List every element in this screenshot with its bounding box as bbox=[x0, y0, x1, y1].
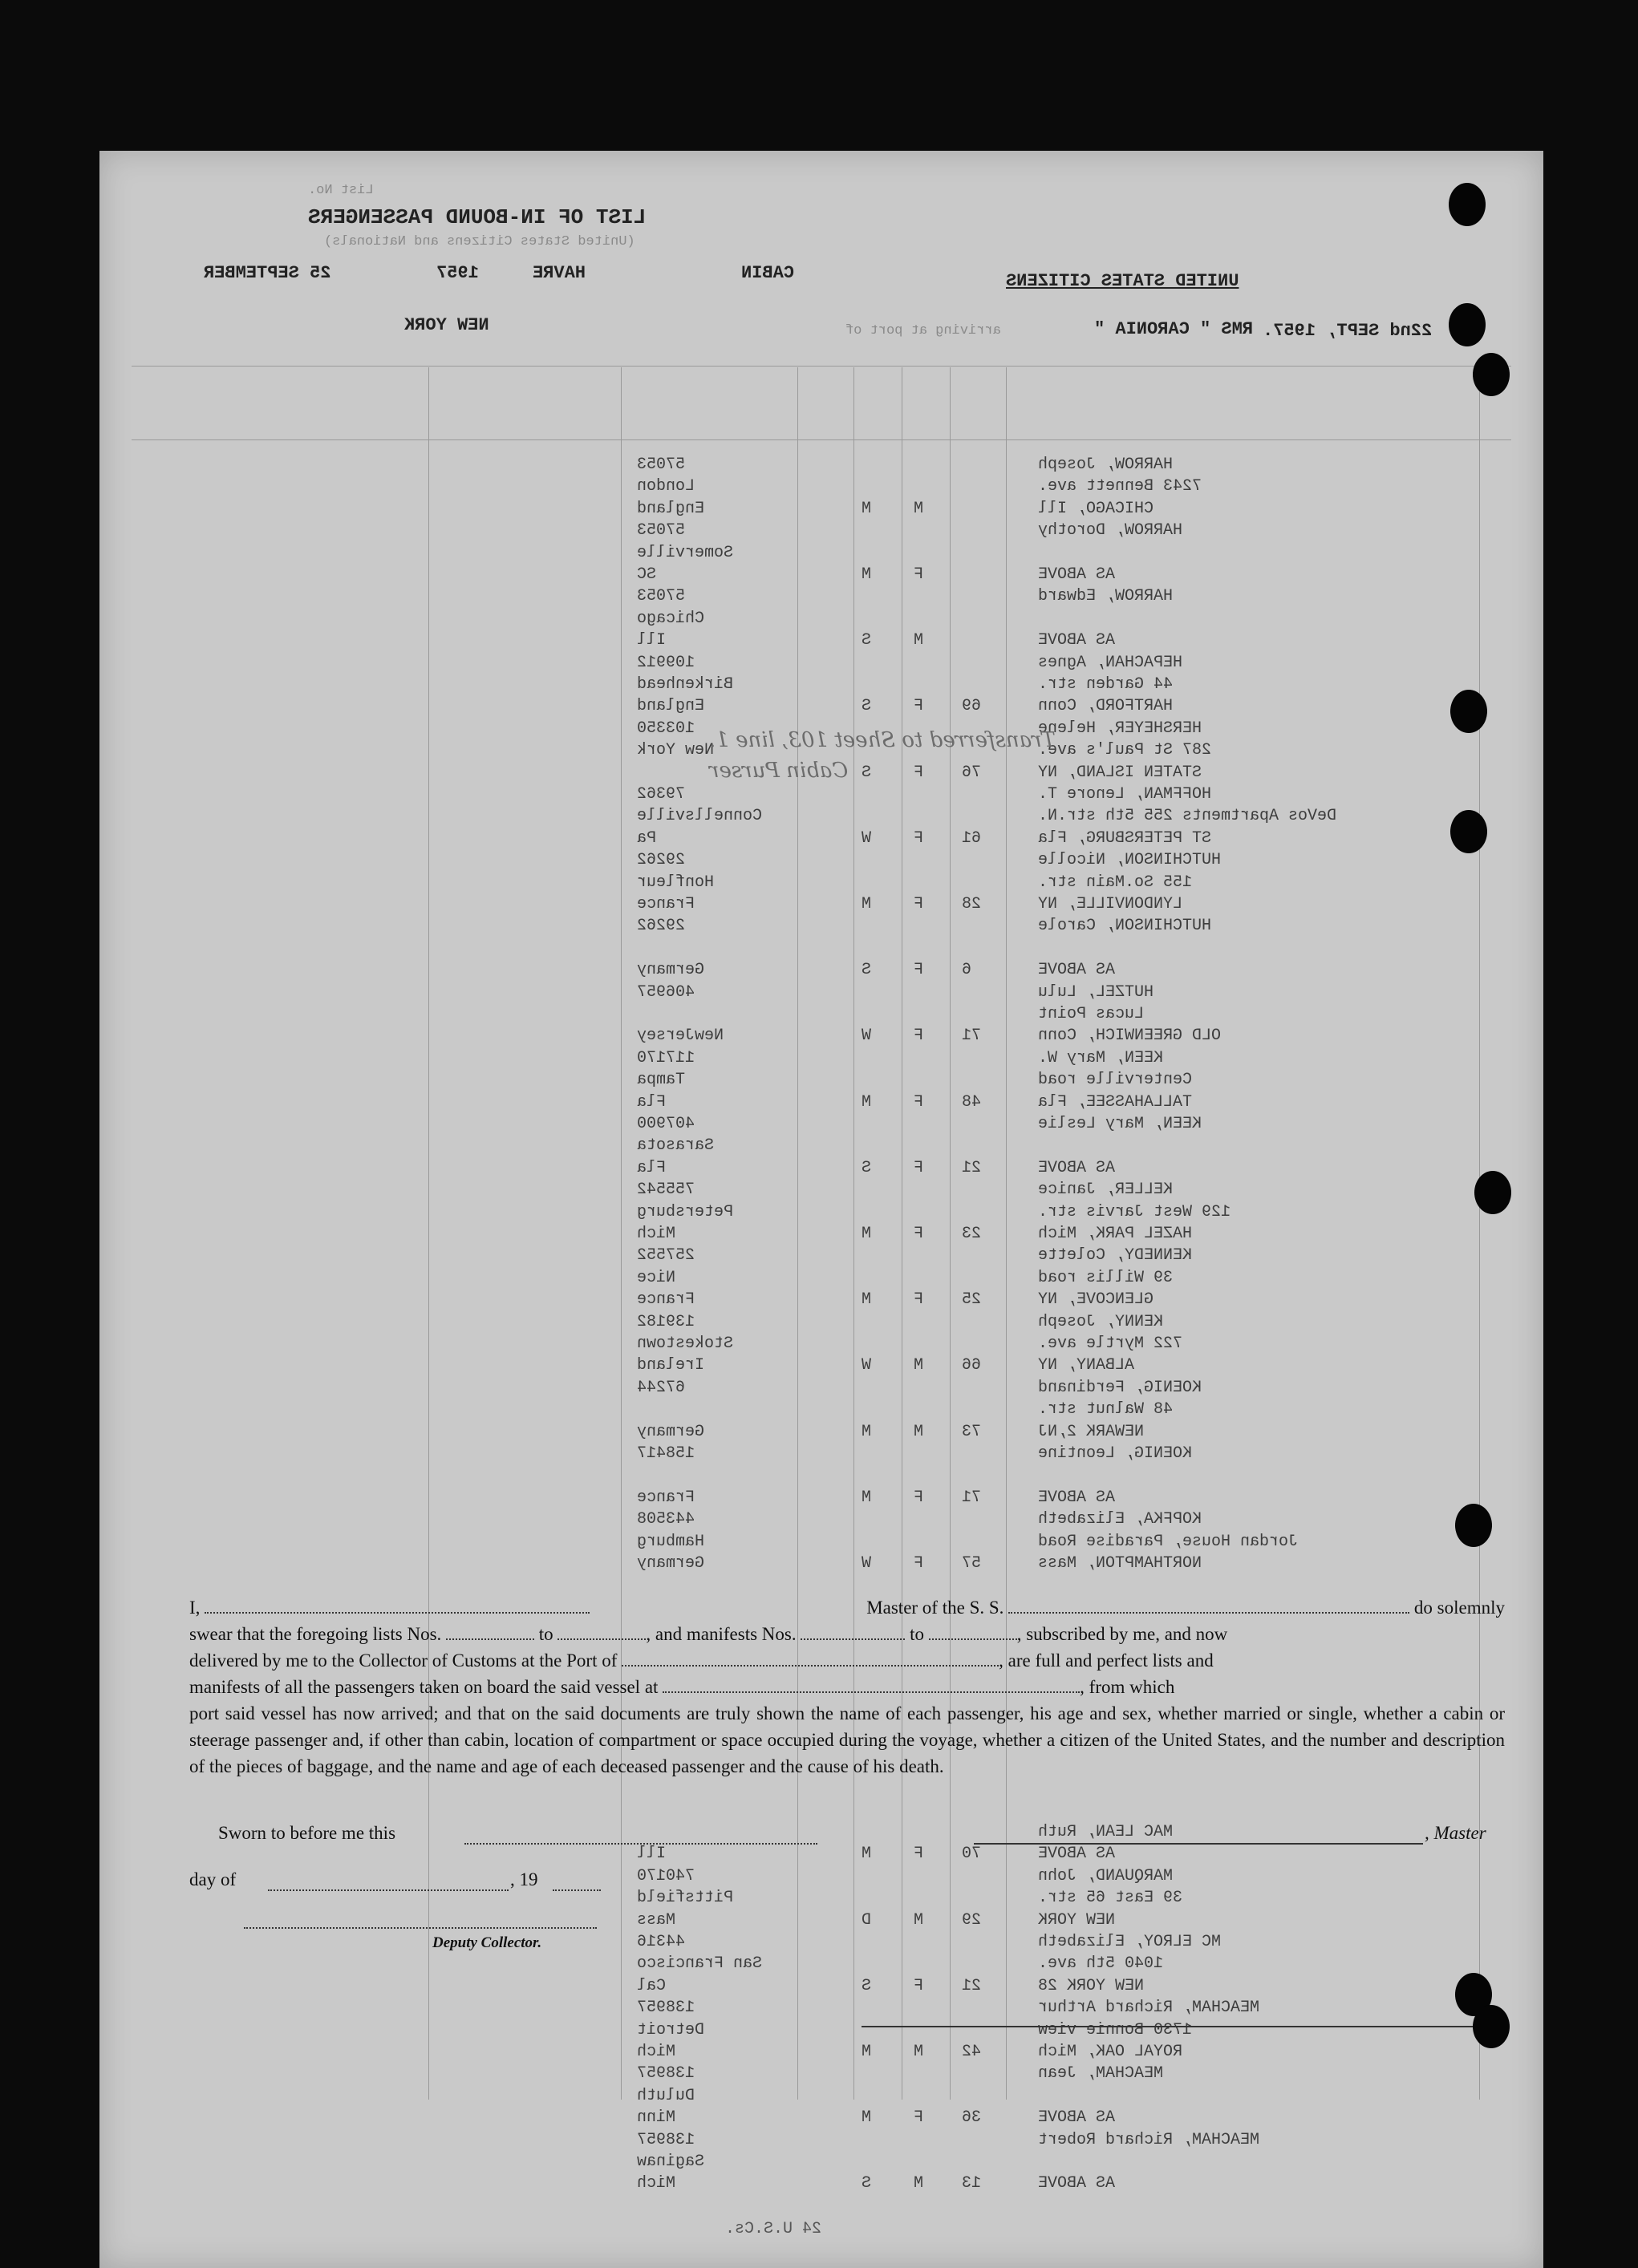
passenger-line: 155 So.Main str. bbox=[1038, 873, 1193, 892]
passenger-line: HERSHEYER, Helene bbox=[1038, 719, 1202, 738]
passenger-ref: Connellsville bbox=[637, 807, 763, 826]
passenger-line: DeVos Apartments 255 5th str.N. bbox=[1038, 807, 1337, 826]
passenger-line: CHICAGO, Ill bbox=[1038, 499, 1154, 518]
passenger-marital: M bbox=[862, 2043, 872, 2061]
passenger-age: 21 bbox=[962, 1158, 982, 1177]
passenger-marital: W bbox=[862, 1554, 872, 1573]
col-divider bbox=[797, 367, 798, 2100]
passenger-line: OLD GREENWICH, Conn bbox=[1038, 1027, 1222, 1046]
passenger-sex: F bbox=[914, 1092, 924, 1112]
passenger-ref: Ill bbox=[637, 631, 667, 650]
oath-line-4: manifests of all the passengers taken on board the said vessel at , from which bbox=[189, 1677, 1175, 1697]
passenger-ref: 103350 bbox=[637, 719, 695, 738]
passenger-ref: Somerville bbox=[637, 543, 734, 562]
passenger-ref: Germany bbox=[637, 1422, 705, 1441]
bottom-rule bbox=[862, 2026, 1503, 2027]
oath-line-2: swear that the foregoing lists Nos. to , and manifests Nos. to , subscribed by me, and now bbox=[189, 1624, 1228, 1644]
passenger-ref: Petersburg bbox=[637, 1202, 734, 1221]
passenger-line: MARQUAND, John bbox=[1038, 1866, 1174, 1885]
passenger-line: 48 Walnut str. bbox=[1038, 1400, 1174, 1420]
passenger-line: HUTZEL, Lulu bbox=[1038, 982, 1154, 1002]
passenger-ref: 117170 bbox=[637, 1048, 695, 1067]
passenger-ref: Saginaw bbox=[637, 2153, 705, 2171]
passenger-ref: 257552 bbox=[637, 1246, 695, 1266]
bottom-stamp: 24 U.S.Cs. bbox=[725, 2220, 822, 2238]
passenger-ref: 57053 bbox=[637, 587, 686, 606]
master-line bbox=[974, 1843, 1423, 1845]
passenger-line: 39 Willis road bbox=[1038, 1268, 1174, 1287]
passenger-ref: 138957 bbox=[637, 2064, 695, 2084]
passenger-marital: S bbox=[862, 1158, 872, 1177]
passenger-line: GLENCOVE, NY bbox=[1038, 1290, 1154, 1310]
passenger-line: AS ABOVE bbox=[1038, 2174, 1116, 2193]
passenger-age: 28 bbox=[962, 895, 982, 913]
passenger-line: HARROW, Joseph bbox=[1038, 456, 1174, 474]
passenger-ref: Honfleur bbox=[637, 873, 715, 892]
passenger-line: ROYAL OAK, Mich bbox=[1038, 2043, 1183, 2061]
passenger-ref: Ill bbox=[637, 1845, 667, 1864]
passenger-ref: France bbox=[637, 895, 695, 913]
passenger-marital: M bbox=[862, 499, 872, 518]
passenger-marital: S bbox=[862, 1976, 872, 1995]
passenger-ref: Detroit bbox=[637, 2020, 705, 2039]
punch-hole bbox=[1473, 353, 1510, 396]
col-divider bbox=[1006, 367, 1007, 2100]
manifest-sheet bbox=[99, 151, 1543, 2268]
purser-note: Cabin Purser bbox=[709, 759, 849, 783]
passenger-ref: Tampa bbox=[637, 1071, 686, 1090]
passenger-age: 70 bbox=[962, 1845, 982, 1864]
passenger-sex: M bbox=[914, 1910, 924, 1930]
passenger-sex: F bbox=[914, 1290, 924, 1310]
passenger-marital: S bbox=[862, 697, 872, 716]
arriving-label: arriving at port of bbox=[845, 323, 1001, 338]
passenger-marital: M bbox=[862, 565, 872, 584]
passenger-ref: 67244 bbox=[637, 1378, 686, 1397]
passenger-sex: M bbox=[914, 2174, 924, 2193]
passenger-age: 69 bbox=[962, 697, 982, 716]
passenger-sex: F bbox=[914, 1845, 924, 1864]
passenger-ref: France bbox=[637, 1290, 695, 1310]
passenger-age: 25 bbox=[962, 1290, 982, 1310]
passenger-line: 722 Myrtle ave. bbox=[1038, 1334, 1183, 1353]
passenger-ref: England bbox=[637, 697, 705, 716]
passenger-line: KEEN, Mary W. bbox=[1038, 1048, 1164, 1067]
passenger-sex: M bbox=[914, 631, 924, 650]
col-divider bbox=[621, 367, 622, 2100]
passenger-line: MC ELROY, Elizabeth bbox=[1038, 1933, 1222, 1951]
passenger-ref: 29262 bbox=[637, 851, 686, 870]
passenger-age: 29 bbox=[962, 1910, 982, 1930]
oath-line-3: delivered by me to the Collector of Customs at the Port of , are full and perfect lists and bbox=[189, 1650, 1214, 1671]
passenger-age: 13 bbox=[962, 2174, 982, 2193]
punch-hole bbox=[1450, 810, 1487, 853]
passenger-ref: SC bbox=[637, 565, 657, 584]
list-subtitle: (United States Citizens and Nationals) bbox=[324, 234, 635, 249]
passenger-line: HARROW, Edward bbox=[1038, 587, 1174, 606]
passenger-sex: F bbox=[914, 763, 924, 782]
deputy-line bbox=[244, 1927, 597, 1929]
passenger-line: LYNDONVILLE, NY bbox=[1038, 895, 1183, 913]
year-line bbox=[553, 1889, 601, 1891]
passenger-ref: 407900 bbox=[637, 1115, 695, 1133]
passenger-line: KOENIG, Ferdinand bbox=[1038, 1378, 1202, 1397]
passenger-ref: Stokestown bbox=[637, 1334, 734, 1353]
oath-block bbox=[189, 1594, 1505, 1780]
passenger-line: HUTCHINSON, Carole bbox=[1038, 917, 1212, 936]
passenger-ref: Cal bbox=[637, 1976, 667, 1995]
punch-hole bbox=[1455, 1504, 1492, 1547]
passenger-line: Lucas Point bbox=[1038, 1005, 1145, 1023]
passenger-marital: D bbox=[862, 1910, 872, 1930]
passenger-sex: F bbox=[914, 828, 924, 848]
passenger-line: NORTHAMPTON, Mass bbox=[1038, 1554, 1202, 1573]
passenger-ref: Hamburg bbox=[637, 1532, 705, 1551]
passenger-line: MAC LEAN, Ruth bbox=[1038, 1823, 1174, 1841]
year-label: , 19 bbox=[510, 1869, 538, 1889]
passenger-ref: Pa bbox=[637, 828, 657, 848]
passenger-ref: 79362 bbox=[637, 785, 686, 804]
passenger-line: AS ABOVE bbox=[1038, 1158, 1116, 1177]
passenger-age: 61 bbox=[962, 828, 982, 848]
passenger-ref: Pittsfield bbox=[637, 1889, 734, 1908]
passenger-ref: Fla bbox=[637, 1158, 667, 1177]
col-divider bbox=[428, 367, 429, 2100]
passenger-line: TALLAHASSEE, Fla bbox=[1038, 1092, 1193, 1112]
passenger-line: 287 St Paul's ave. bbox=[1038, 741, 1212, 760]
transfer-note: Transferred to Sheet 103, line 1. bbox=[709, 728, 1056, 752]
passenger-line: AS ABOVE bbox=[1038, 631, 1116, 650]
passenger-line: Centerville road bbox=[1038, 1071, 1193, 1090]
passenger-line: KELLER, Janice bbox=[1038, 1181, 1174, 1200]
passenger-line: 7243 Bennett ave. bbox=[1038, 477, 1202, 496]
passenger-age: 66 bbox=[962, 1356, 982, 1375]
punch-hole bbox=[1449, 303, 1486, 346]
passenger-line: 1040 5th ave. bbox=[1038, 1954, 1164, 1974]
passenger-ref: Germany bbox=[637, 1554, 705, 1573]
passenger-marital: M bbox=[862, 1422, 872, 1441]
passenger-line: HAZEL PARK, Mich bbox=[1038, 1225, 1193, 1243]
passenger-ref: 139182 bbox=[637, 1312, 695, 1331]
passenger-line: AS ABOVE bbox=[1038, 961, 1116, 980]
passenger-marital: M bbox=[862, 1845, 872, 1864]
punch-hole bbox=[1474, 1171, 1511, 1214]
passenger-line: KENNEDY, Colette bbox=[1038, 1246, 1193, 1266]
passenger-age: 71 bbox=[962, 1488, 982, 1507]
list-no: List No. bbox=[308, 183, 374, 198]
passenger-line: STATEN ISLAND, NY bbox=[1038, 763, 1202, 782]
passenger-line: HOFFMAN, Lenore T. bbox=[1038, 785, 1212, 804]
deputy-label: Deputy Collector. bbox=[432, 1934, 542, 1951]
sworn-label: Sworn to before me this bbox=[218, 1823, 396, 1843]
passenger-marital: S bbox=[862, 763, 872, 782]
passenger-ref: Mich bbox=[637, 2174, 676, 2193]
passenger-ref: 158417 bbox=[637, 1444, 695, 1463]
passenger-line: AS ABOVE bbox=[1038, 1488, 1116, 1507]
port-from: HAVRE bbox=[533, 263, 586, 283]
day-of-line bbox=[268, 1889, 509, 1891]
passenger-line: ST PETERSBURG, Fla bbox=[1038, 828, 1212, 848]
passenger-marital: M bbox=[862, 1488, 872, 1507]
passenger-sex: F bbox=[914, 961, 924, 980]
passenger-line: NEW YORK bbox=[1038, 1910, 1116, 1930]
col-divider bbox=[950, 367, 951, 2100]
passenger-line: HUTCHINSON, Nicolle bbox=[1038, 851, 1222, 870]
passenger-ref: Fla bbox=[637, 1092, 667, 1112]
passenger-line: 44 Garden str. bbox=[1038, 675, 1174, 694]
passenger-ref: New York bbox=[637, 741, 715, 760]
passenger-sex: F bbox=[914, 1158, 924, 1177]
punch-hole bbox=[1450, 690, 1487, 733]
passenger-marital: M bbox=[862, 1290, 872, 1310]
passenger-ref: Birkenhead bbox=[637, 675, 734, 694]
passenger-ref: 57053 bbox=[637, 456, 686, 474]
vessel-name: RMS " CARONIA " bbox=[1094, 319, 1254, 339]
passenger-marital: S bbox=[862, 631, 872, 650]
list-title: LIST OF IN-BOUND PASSENGERS bbox=[308, 205, 647, 229]
passenger-ref: Chicago bbox=[637, 609, 705, 628]
passenger-line: AS ABOVE bbox=[1038, 1845, 1116, 1864]
passenger-ref: Germany bbox=[637, 961, 705, 980]
passenger-ref: 44316 bbox=[637, 1933, 686, 1951]
passenger-ref: 109912 bbox=[637, 653, 695, 672]
passenger-age: 76 bbox=[962, 763, 982, 782]
passenger-sex: M bbox=[914, 499, 924, 518]
punch-hole bbox=[1473, 2005, 1510, 2048]
passenger-marital: W bbox=[862, 1027, 872, 1046]
passenger-line: MEACHAM, Richard Arthur bbox=[1038, 1999, 1260, 2018]
arrival-date: 22nd SEPT, 1957. bbox=[1263, 321, 1433, 341]
passenger-line: NEW YORK 28 bbox=[1038, 1976, 1145, 1995]
oath-body: port said vessel has now arrived; and that on the said documents are truly shown the name of each passenger, his age and sex, whether married or single, whether a cabin or steerage passenger and, if other than cabin, location of compartment or space occupied during the voyage, whether a citizen of the United States, and the number and description of the pieces of baggage, and the name and age of each deceased passenger and the cause of his death. bbox=[189, 1703, 1505, 1776]
passenger-line: AS ABOVE bbox=[1038, 2108, 1116, 2128]
passenger-line: 39 East 65 str. bbox=[1038, 1889, 1183, 1908]
header-rule-2 bbox=[132, 439, 1511, 440]
passenger-ref: Mich bbox=[637, 2043, 676, 2061]
passenger-marital: M bbox=[862, 1092, 872, 1112]
passenger-line: KOPFKA, Elizabeth bbox=[1038, 1510, 1202, 1529]
oath-line-1: I, Master of the S. S. do solemnly bbox=[189, 1598, 1505, 1618]
passenger-age: 71 bbox=[962, 1027, 982, 1046]
passenger-ref: NewJersey bbox=[637, 1027, 724, 1046]
passenger-ref: Mich bbox=[637, 1225, 676, 1243]
passenger-sex: F bbox=[914, 565, 924, 584]
passenger-line: MEACHAM, Jean bbox=[1038, 2064, 1164, 2084]
passenger-marital: M bbox=[862, 895, 872, 913]
passenger-age: 6 bbox=[962, 961, 972, 980]
passenger-age: 21 bbox=[962, 1976, 982, 1995]
passenger-sex: M bbox=[914, 1356, 924, 1375]
passenger-marital: M bbox=[862, 1225, 872, 1243]
passenger-ref: Ireland bbox=[637, 1356, 705, 1375]
passenger-line: AS ABOVE bbox=[1038, 565, 1116, 584]
day-of-label: day of bbox=[189, 1869, 237, 1889]
passenger-line: 1730 Bonnie view bbox=[1038, 2020, 1193, 2039]
passenger-line: NEWARK 2,NJ bbox=[1038, 1422, 1145, 1441]
passenger-marital: W bbox=[862, 1356, 872, 1375]
passenger-ref: Mass bbox=[637, 1910, 676, 1930]
passenger-ref: Nice bbox=[637, 1268, 676, 1287]
passenger-line: KEEN, Mary Leslie bbox=[1038, 1115, 1202, 1133]
passenger-line: MEACHAM, Richard Robert bbox=[1038, 2130, 1260, 2149]
passenger-ref: London bbox=[637, 477, 695, 496]
passenger-age: 23 bbox=[962, 1225, 982, 1243]
sworn-line bbox=[464, 1843, 817, 1845]
punch-hole bbox=[1449, 183, 1486, 226]
passenger-line: HARROW, Dorothy bbox=[1038, 521, 1183, 541]
passenger-ref: 406957 bbox=[637, 982, 695, 1002]
passenger-line: Jordan House, Paradise Road bbox=[1038, 1532, 1299, 1551]
passenger-line: ALBANY, NY bbox=[1038, 1356, 1135, 1375]
passenger-age: 42 bbox=[962, 2043, 982, 2061]
passenger-sex: F bbox=[914, 1225, 924, 1243]
passenger-ref: England bbox=[637, 499, 705, 518]
master-label: , Master bbox=[1425, 1823, 1486, 1843]
passenger-sex: F bbox=[914, 1976, 924, 1995]
sailing-date: 25 SEPTEMBER bbox=[204, 263, 331, 283]
passenger-age: 73 bbox=[962, 1422, 982, 1441]
passenger-age: 48 bbox=[962, 1092, 982, 1112]
passenger-ref: France bbox=[637, 1488, 695, 1507]
class: CABIN bbox=[741, 263, 795, 283]
passenger-sex: M bbox=[914, 1422, 924, 1441]
passenger-ref: Minn bbox=[637, 2108, 676, 2128]
passenger-ref: 443508 bbox=[637, 1510, 695, 1529]
passenger-sex: F bbox=[914, 895, 924, 913]
passenger-sex: M bbox=[914, 2043, 924, 2061]
passenger-marital: S bbox=[862, 2174, 872, 2193]
passenger-age: 36 bbox=[962, 2108, 982, 2128]
passenger-sex: F bbox=[914, 2108, 924, 2128]
passenger-line: 129 West Jarvis str. bbox=[1038, 1202, 1231, 1221]
passenger-age: 57 bbox=[962, 1554, 982, 1573]
passenger-sex: F bbox=[914, 697, 924, 716]
passenger-line: HARTFORD, Conn bbox=[1038, 697, 1174, 716]
port-to: NEW YORK bbox=[404, 315, 489, 335]
col-divider bbox=[853, 367, 854, 2100]
header-rule bbox=[132, 366, 1511, 367]
passenger-line: KOENIG, Leontine bbox=[1038, 1444, 1193, 1463]
passenger-ref: 57053 bbox=[637, 521, 686, 541]
passenger-line: HEPACHAN, Agnes bbox=[1038, 653, 1183, 672]
sailing-year: 1957 bbox=[436, 263, 479, 283]
passenger-marital: W bbox=[862, 828, 872, 848]
passenger-sex: F bbox=[914, 1554, 924, 1573]
passenger-marital: S bbox=[862, 961, 872, 980]
passenger-line: KENNY, Joseph bbox=[1038, 1312, 1164, 1331]
passenger-ref: 29262 bbox=[637, 917, 686, 936]
passenger-ref: 138957 bbox=[637, 2130, 695, 2149]
passenger-sex: F bbox=[914, 1488, 924, 1507]
passenger-ref: 755542 bbox=[637, 1181, 695, 1200]
passenger-ref: Sarasota bbox=[637, 1136, 715, 1156]
passenger-sex: F bbox=[914, 1027, 924, 1046]
passenger-ref: San Francisco bbox=[637, 1954, 763, 1974]
passenger-ref: 138957 bbox=[637, 1999, 695, 2018]
passenger-ref: 740170 bbox=[637, 1866, 695, 1885]
citizens-heading: UNITED STATES CITIZENS bbox=[1006, 271, 1239, 291]
passenger-marital: M bbox=[862, 2108, 872, 2128]
passenger-ref: Duluth bbox=[637, 2086, 695, 2105]
